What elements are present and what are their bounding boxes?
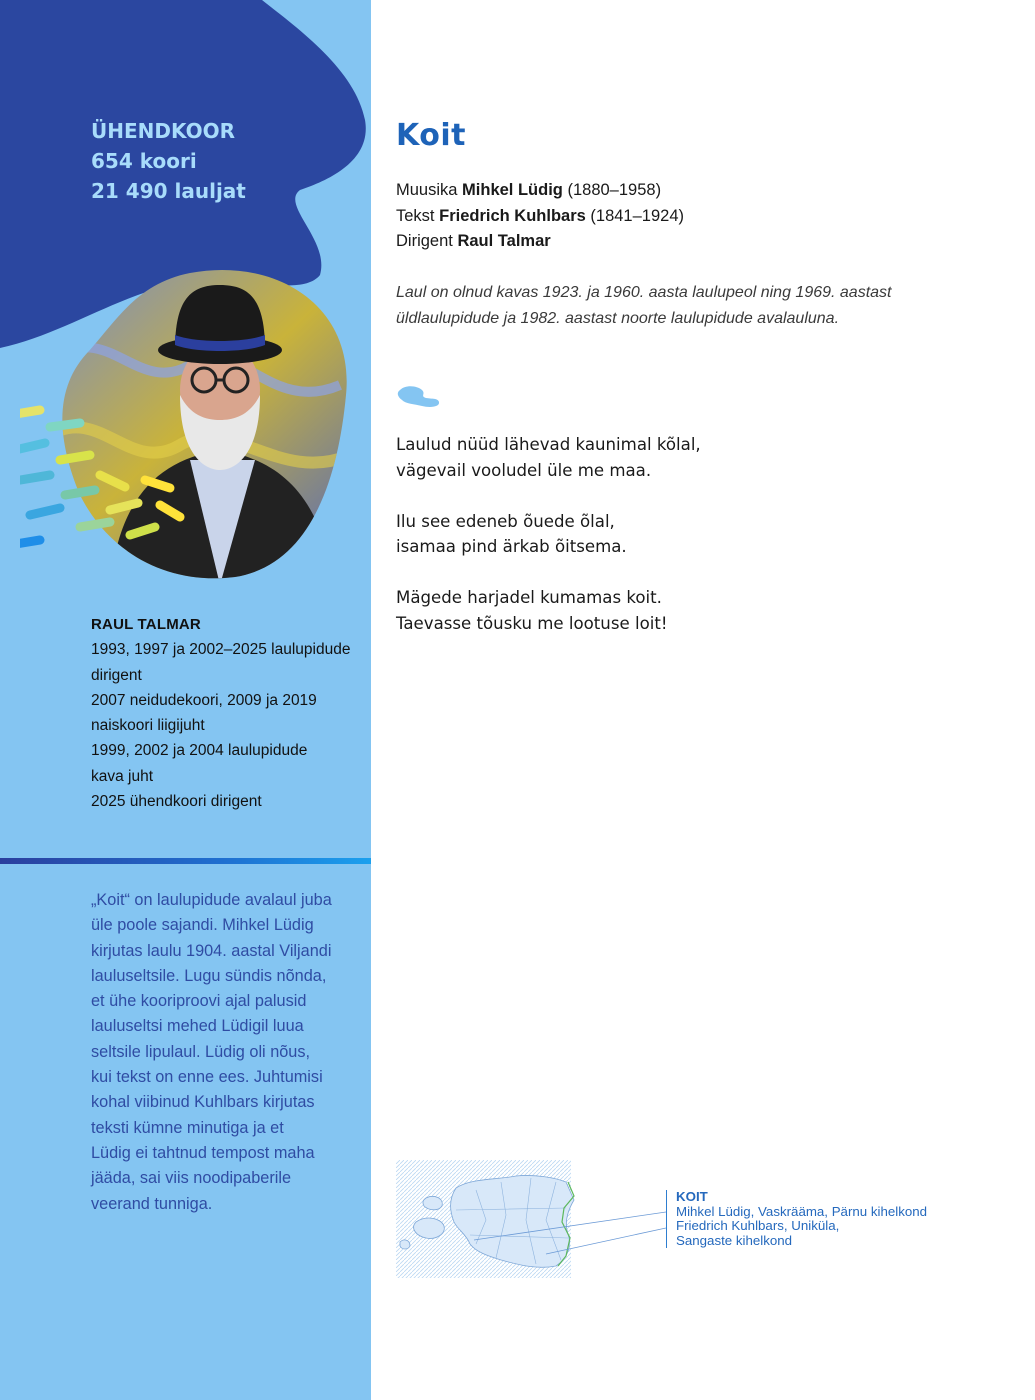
bio-line: 2025 ühendkoori dirigent [91,793,262,811]
song-story [91,888,353,1217]
estonia-map [396,1160,671,1280]
lyric-line: vägevail vooludel üle me maa. [396,460,652,480]
story-line: jääda, sai viis noodipaberile [91,1169,292,1188]
bio-line: 1993, 1997 ja 2002–2025 laulupidude [91,641,351,659]
composer-name: Mihkel Lüdig [462,181,563,199]
note-line: Laul on olnud kavas 1923. ja 1960. aasta laulupeol ning 1969. aastast [396,284,892,301]
composer-years: (1880–1958) [567,181,662,199]
stats-line: 654 koori [91,149,197,173]
lyricist-name: Friedrich Kuhlbars [439,206,586,225]
map-legend-line: Sangaste kihelkond [676,1232,793,1248]
conductor-credit [396,229,684,255]
map-legend-line: Friedrich Kuhlbars, Uniküla, [676,1218,840,1233]
lyric-line: Mägede harjadel kumamas koit. [396,588,662,607]
lyrics-stanza [396,585,701,636]
conductor-bio [91,612,356,814]
story-line: kirjutas laulu 1904. aastal Viljandi [91,941,332,960]
story-line: seltsile lipulaul. Lüdig oli nõus, [91,1042,311,1061]
bio-line: dirigent [91,666,142,684]
story-line: kui tekst on enne ees. Juhtumisi [91,1068,323,1087]
song-title: Koit [396,118,466,153]
song-credits [396,178,684,255]
lyric-line: isamaa pind ärkab õitsema. [396,537,627,556]
story-line: veerand tunniga. [91,1194,213,1213]
map-legend [666,1190,927,1248]
song-note [396,280,916,332]
map-legend-title: KOIT [676,1189,708,1204]
text-label: Tekst [396,206,435,225]
music-label: Muusika [396,181,458,199]
story-line: kohal viibinud Kuhlbars kirjutas [91,1093,315,1112]
lyric-line: Ilu see edeneb õuede õlal, [396,511,615,531]
story-line: „Koit“ on laulupidude avalaul juba [91,891,332,909]
choir-stats [91,116,246,206]
story-line: lauluseltsi mehed Lüdigil luua [91,1017,304,1036]
lyric-line: Taevasse tõusku me lootuse loit! [396,613,668,633]
conductor-label: Dirigent [396,232,453,250]
bio-line: 2007 neidudekoori, 2009 ja 2019 [91,691,317,709]
lyrics-stanza [396,509,701,560]
lyrics-stanza [396,432,701,483]
music-credit [396,178,684,204]
story-line: teksti kümne minutiga ja et [91,1118,284,1137]
bio-line: naiskoori liigijuht [91,717,205,735]
song-lyrics [396,432,701,662]
note-line: üldlaulupidude ja 1982. aastast noorte laulupidude avalauluna. [396,310,840,327]
section-divider [0,858,371,864]
bio-line: 1999, 2002 ja 2004 laulupidude [91,742,308,760]
story-line: et ühe kooriproovi ajal palusid [91,992,307,1011]
story-line: Lüdig ei tahtnud tempost maha [91,1143,315,1162]
conductor-credit-name: Raul Talmar [457,232,551,250]
bio-line: kava juht [91,767,154,785]
text-credit [396,204,684,230]
lyric-line: Laulud nüüd lähevad kaunimal kõlal, [396,435,701,454]
sidebar [0,0,371,1400]
brush-mark-icon [396,382,442,410]
conductor-portrait [20,265,360,585]
story-line: üle poole sajandi. Mihkel Lüdig [91,916,314,935]
map-legend-line: Mihkel Lüdig, Vaskrääma, Pärnu kihelkond [676,1203,928,1219]
lyricist-years: (1841–1924) [590,206,684,225]
conductor-name: RAUL TALMAR [91,616,201,633]
stats-line: 21 490 lauljat [91,179,246,203]
story-line: lauluseltsile. Lugu sündis nõnda, [91,966,327,985]
stats-line: ÜHENDKOOR [91,119,235,143]
